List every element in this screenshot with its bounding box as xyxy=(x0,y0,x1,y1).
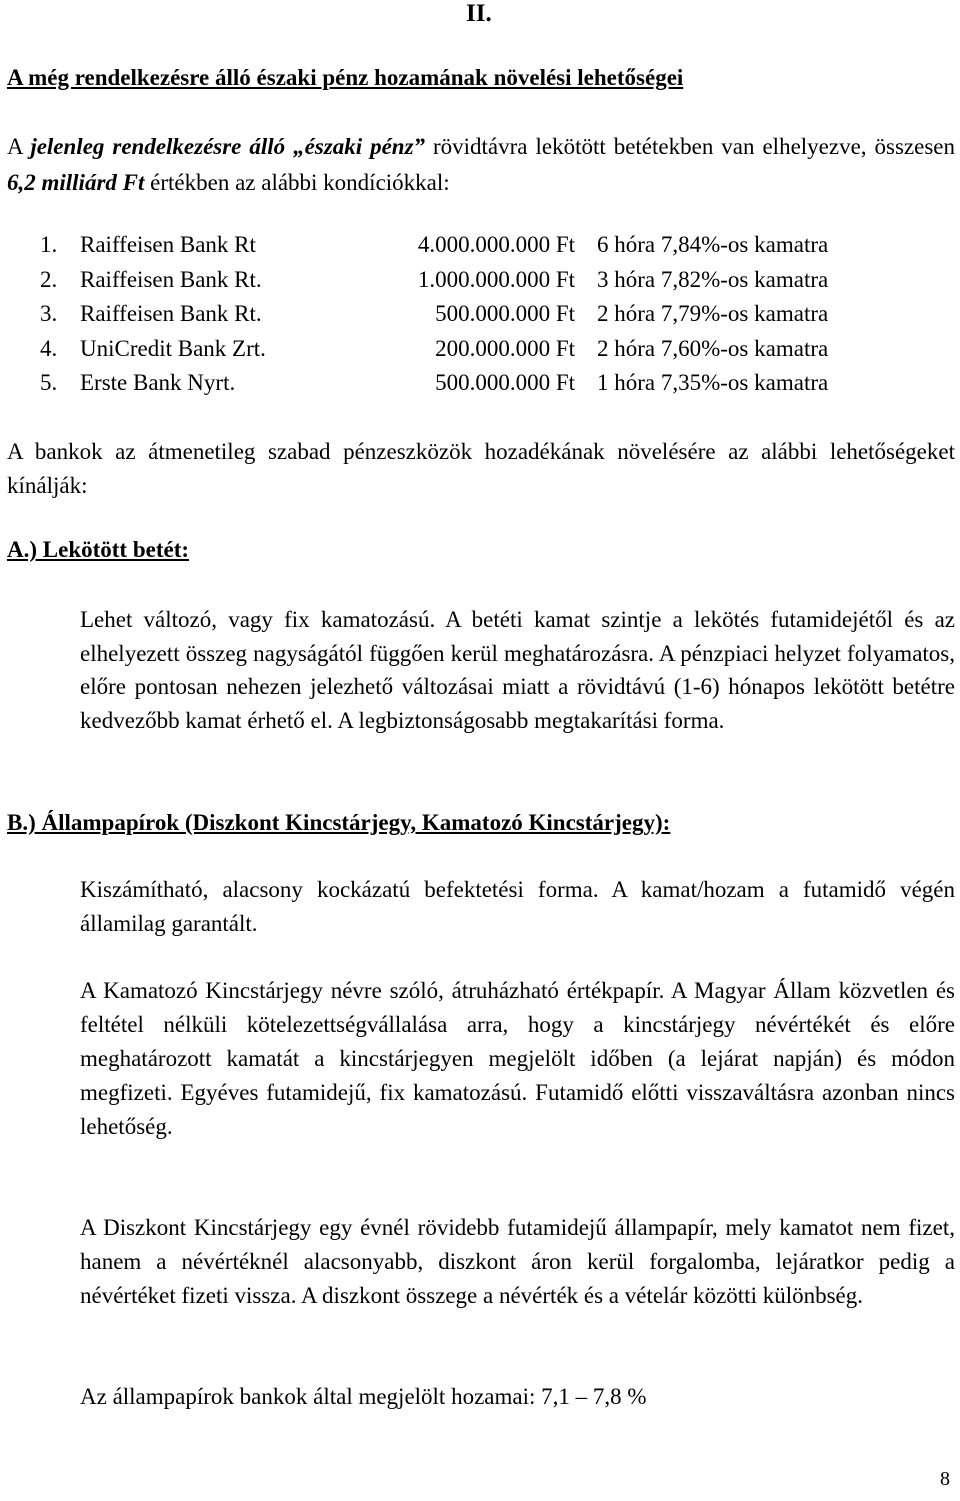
deposit-term: 3 hóra 7,82%-os kamatra xyxy=(597,266,829,292)
deposit-number: 3. xyxy=(40,301,58,326)
deposit-bank: Erste Bank Nyrt. xyxy=(80,370,236,395)
intro-text-3: értékben az alábbi kondíciókkal: xyxy=(144,170,450,195)
deposit-number: 1. xyxy=(40,232,58,257)
intro-emphasis-2: 6,2 milliárd Ft xyxy=(7,170,145,195)
deposit-amount: 200.000.000 Ft xyxy=(435,335,575,361)
deposit-term: 2 hóra 7,79%-os kamatra xyxy=(597,301,829,326)
page-title: A még rendelkezésre álló északi pénz hozamának növelési lehetőségei xyxy=(7,65,684,90)
banks-paragraph: A bankok az átmenetileg szabad pénzeszközök hozadékának növelésére az alábbi lehetőségeket kínálják: xyxy=(7,439,955,498)
intro-emphasis-1: jelenleg rendelkezésre álló „északi pénz” xyxy=(30,134,426,159)
deposit-bank: Raiffeisen Bank Rt xyxy=(80,232,256,257)
deposit-bank: Raiffeisen Bank Rt. xyxy=(80,301,262,326)
deposit-bank: UniCredit Bank Zrt. xyxy=(80,335,266,361)
section-a-text: Lehet változó, vagy fix kamatozású. A betéti kamat szintje a lekötés futamidejétől és az elhelyezett összeg nagyságától függően kerül meghatározásra. A pénzpiaci helyzet folyamatos, előre pontosan nehezen jelezhető változásai miatt a rövidtávú (1-6) hónapos lekötött betétre kedvezőbb kamat érhető el. A legbiztonságosabb megtakarítási forma. xyxy=(80,607,955,733)
section-a-heading: A.) Lekötött betét: xyxy=(7,537,190,562)
page-number: 8 xyxy=(940,1468,950,1490)
deposit-number: 5. xyxy=(40,370,58,395)
deposit-number: 4. xyxy=(40,335,58,361)
deposit-term: 1 hóra 7,35%-os kamatra xyxy=(597,370,829,395)
deposit-number: 2. xyxy=(40,266,58,292)
section-b-text-4: Az állampapírok bankok által megjelölt hozamai: 7,1 – 7,8 % xyxy=(80,1384,647,1409)
section-number: II. xyxy=(466,0,492,27)
section-b-text-1: Kiszámítható, alacsony kockázatú befektetési forma. A kamat/hozam a futamidő végén államilag garantált. xyxy=(80,877,955,936)
deposit-amount: 1.000.000.000 Ft xyxy=(417,266,575,292)
intro-text-2: rövidtávra lekötött betétekben van elhelyezve, összesen xyxy=(425,134,955,159)
deposit-term: 2 hóra 7,60%-os kamatra xyxy=(597,335,829,361)
deposit-amount: 4.000.000.000 Ft xyxy=(417,232,575,257)
deposit-amount: 500.000.000 Ft xyxy=(435,301,575,326)
deposit-term: 6 hóra 7,84%-os kamatra xyxy=(597,232,829,257)
section-b-text-2: A Kamatozó Kincstárjegy névre szóló, átruházható értékpapír. A Magyar Állam közvetlen és feltétel nélküli kötelezettségvállalása arra, hogy a kincstárjegy névértékét és előre meghatározott kamatát a kincstárjegyen megjelölt időben (a lejárat napján) és módon megfizeti. Egyéves futamidejű, fix kamatozású. Futamidő előtti visszaváltásra azonban nincs lehetőség. xyxy=(80,978,955,1139)
intro-text-1: A xyxy=(7,134,31,159)
deposit-bank: Raiffeisen Bank Rt. xyxy=(80,266,262,292)
intro-paragraph xyxy=(7,129,955,201)
section-b-text-3: A Diszkont Kincstárjegy egy évnél rövidebb futamidejű állampapír, mely kamatot nem fizet, hanem a névértéknél alacsonyabb, diszkont áron kerül forgalomba, lejáratkor pedig a névértéket fizeti vissza. A diszkont összege a névérték és a vételár közötti különbség. xyxy=(80,1215,955,1308)
section-b-heading: B.) Állampapírok (Diszkont Kincstárjegy, Kamatozó Kincstárjegy): xyxy=(7,810,671,835)
deposit-amount: 500.000.000 Ft xyxy=(435,370,575,395)
